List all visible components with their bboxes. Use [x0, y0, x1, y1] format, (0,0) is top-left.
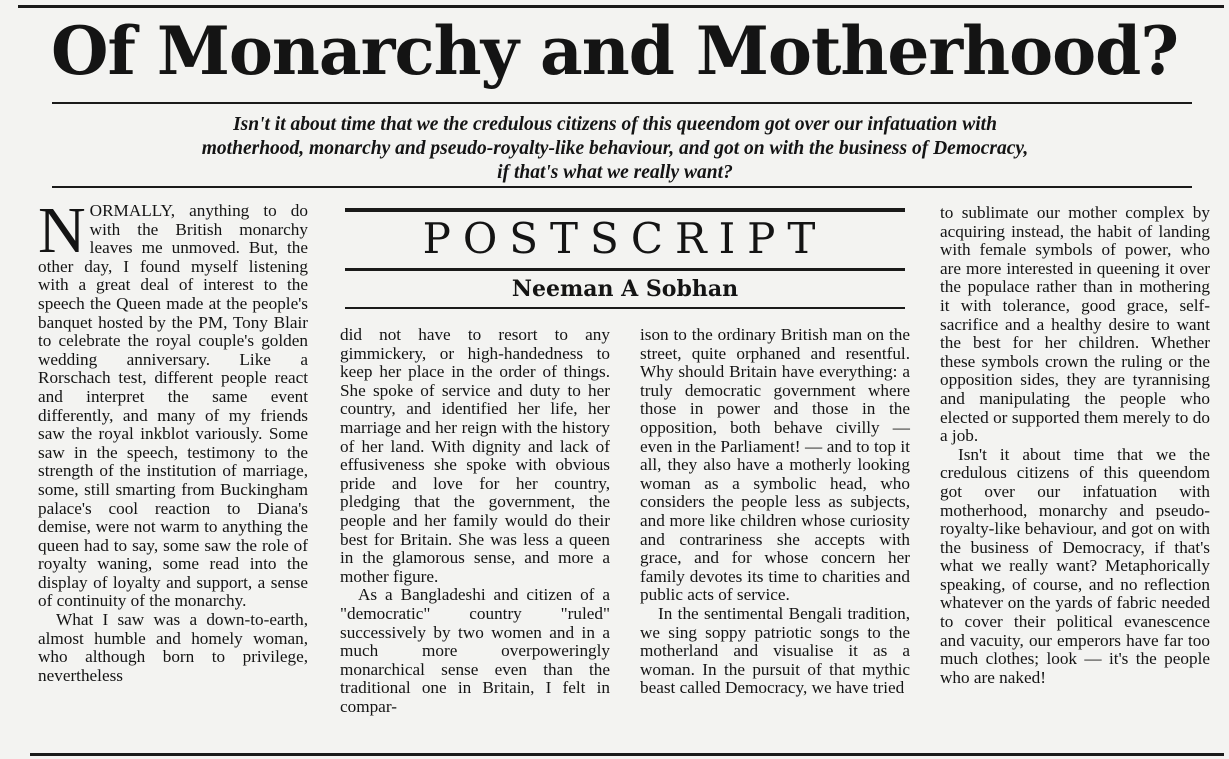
postscript-top-rule — [345, 208, 905, 212]
article-paragraph: What I saw was a down-to-earth, almost humble and homely woman, who although born to privilege, nevertheless — [38, 610, 308, 685]
article-column-1 — [38, 194, 308, 685]
article-paragraph: As a Bangladeshi and citizen of a "democratic" country "ruled" successively by two women and in a much more overpoweringly monarchical sense even than the traditional one in Britain, I felt in compar- — [340, 585, 610, 716]
article-column-4 — [940, 204, 1210, 687]
article-paragraph: did not have to resort to any gimmickery, or high-handedness to keep her place in the order of things. She spoke of service and duty to her country, and identified her life, her marriage and her reign with the history of her land. With dignity and lack of effusiveness she spoke with obvious pride and love for her country, pledging that the government, the people and her family would do their best for Britain. She was less a queen in the glamorous sense, and more a mother figure. — [340, 325, 610, 586]
headline: Of Monarchy and Motherhood? — [50, 12, 1178, 90]
column-title: POSTSCRIPT — [422, 214, 828, 263]
standfirst-underline — [52, 186, 1192, 188]
article-paragraph: NORMALLY, anything to do with the British monarchy leaves me unmoved. But, the other day, I found myself listening with a great deal of interest to the speech the Queen made at the people's banquet hosted by the PM, Tony Blair to celebrate the royal couple's golden wedding anniversary. Like a Rorschach test, different people react and interpret the same event differently, and many of my friends saw the royal inkblot variously. Some saw in the speech, testimony to the strength of the institution of marriage, some, still smarting from Buckingham palace's cool reaction to Diana's demise, were not warm to anything the queen had to say, some saw the role of royalty waning, some read into the display of loyalty and support, a sense of continuity of the monarchy. — [38, 194, 308, 611]
bottom-rule — [30, 753, 1224, 756]
byline-underline — [345, 307, 905, 309]
headline-underline — [52, 102, 1192, 104]
article-paragraph: In the sentimental Bengali tradition, we sing soppy patriotic songs to the motherland and visualise it as a woman. In the pursuit of that mythic beast called Democracy, we have tried — [640, 603, 910, 698]
article-paragraph: to sublimate our mother complex by acquiring instead, the habit of landing with female symbols of power, who are more interested in queening it over the populace rather than in mothering it with tolerance, good grace, self-sacrifice and a healthy desire to want the best for her children. Whether these symbols crown the ruling or the opposition sides, they are tyrannising and manipulating the people who elected or supported them merely to do a job. — [940, 203, 1210, 446]
article-paragraph: ison to the ordinary British man on the street, quite orphaned and resentful. Why should Britain have everything: a truly democratic government where those in power and those in the opposition, both behave civilly — even in the Parliament! — and to top it all, they also have a motherly looking woman as a symbolic head, who considers the people less as subjects, and more like children whose curiosity and contrariness she accepts with grace, and for whose concern her family devotes its time to charities and public acts of service. — [640, 325, 910, 605]
byline: Neeman A Sobhan — [511, 276, 739, 302]
article-column-2 — [340, 326, 610, 716]
standfirst: Isn't it about time that we the credulous citizens of this queendom got over our infatuation with motherhood, monarchy and pseudo-royalty-like behaviour, and got on with the business of Democracy, if that's what we really want? — [201, 114, 1029, 183]
drop-cap: N — [38, 194, 86, 267]
article-column-3 — [640, 326, 910, 698]
postscript-bottom-rule — [345, 268, 905, 271]
article-paragraph: Isn't it about time that we the credulous citizens of this queendom got over our infatuation with motherhood, monarchy and pseudo-royalty-like behaviour, and got on with the business of Democracy, if that's what we really want? Metaphorically speaking, of course, and no reflection whatever on the yards of fabric needed to cover their political evanescence and vacuity, our emperors have far too much clothes; look — it's the people who are naked! — [940, 444, 1210, 687]
